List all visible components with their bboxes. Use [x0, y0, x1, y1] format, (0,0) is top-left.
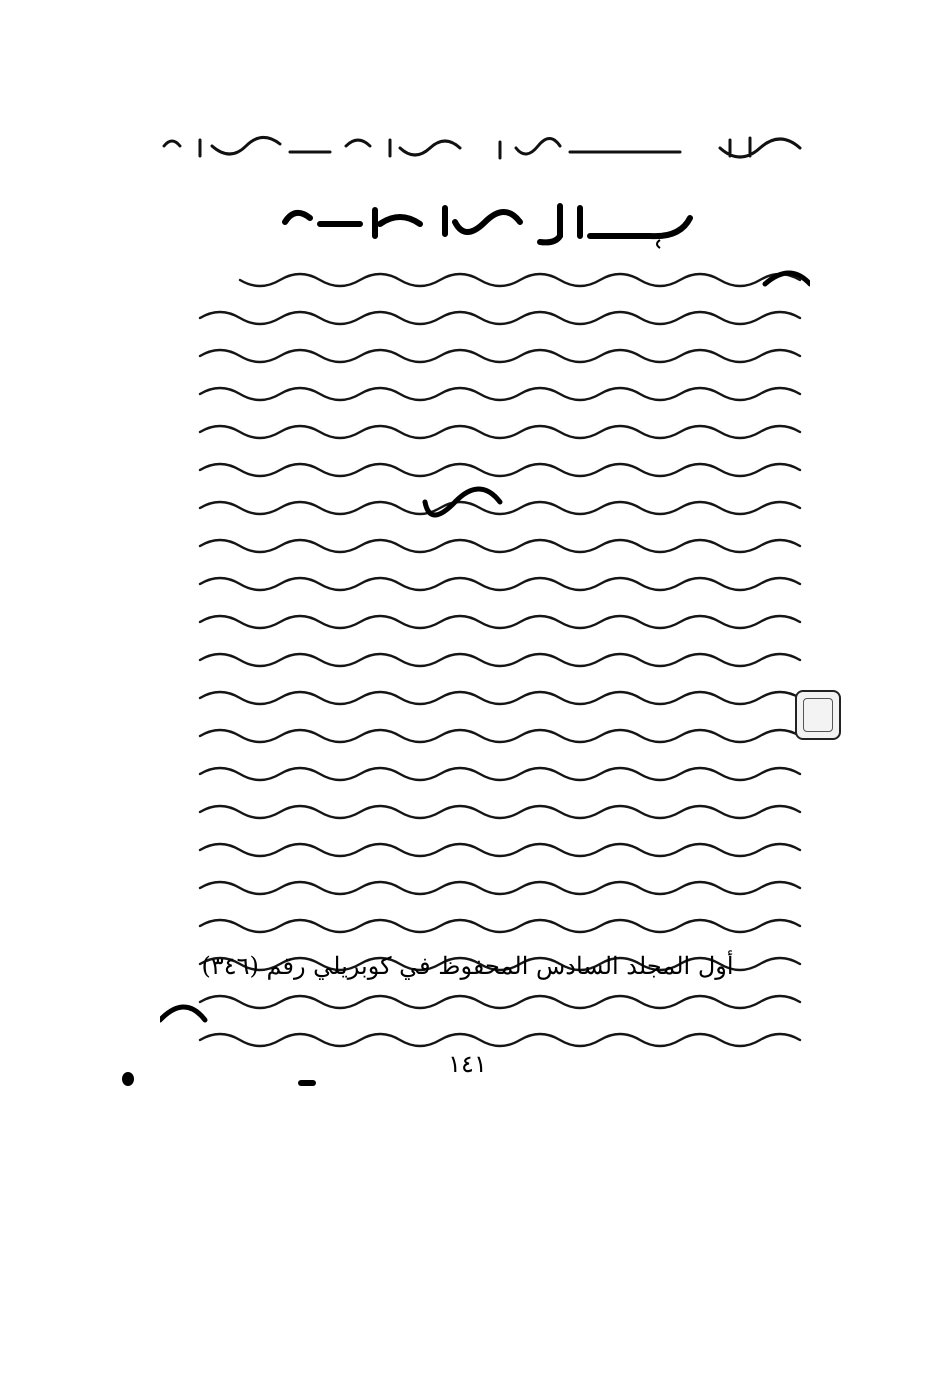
manuscript-body	[160, 260, 810, 1050]
basmala-line	[160, 118, 810, 178]
margin-note-box	[795, 690, 841, 740]
manuscript-heading	[280, 188, 700, 258]
manuscript-text-lines	[160, 260, 810, 1050]
page-number: ١٤١	[448, 1050, 487, 1078]
rubric-stroke	[160, 273, 810, 1020]
ink-blot	[298, 1080, 316, 1086]
caption: أول المجلد السادس المحفوظ في كوبريلي رقم (٣٤٦)	[201, 952, 734, 980]
manuscript-image	[160, 110, 810, 1070]
